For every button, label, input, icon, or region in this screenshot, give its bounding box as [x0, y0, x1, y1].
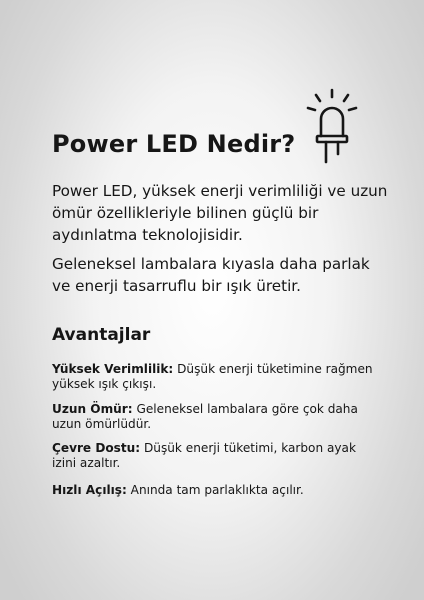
comparison-paragraph: Geleneksel lambalara kıyasla daha parlak ve enerji tasarruflu bir ışık üretir.: [52, 255, 370, 295]
advantage-item: [52, 483, 382, 498]
led-bulb-icon: [306, 88, 358, 164]
advantage-text: Anında tam parlaklıkta açılır.: [130, 483, 304, 497]
advantage-item: [52, 362, 382, 392]
advantage-text: Geleneksel lambalara göre çok daha uzun ömürlüdür.: [52, 402, 358, 431]
advantage-label: Çevre Dostu:: [52, 441, 141, 455]
advantage-label: Uzun Ömür:: [52, 402, 133, 416]
advantage-item: [52, 402, 382, 432]
intro-paragraph: Power LED, yüksek enerji verimliliği ve uzun ömür özellikleriyle bilinen güçlü bir aydınlatma teknolojisidir.: [52, 182, 388, 244]
advantage-text: Düşük enerji tüketimi, karbon ayak izini azaltır.: [52, 441, 356, 470]
advantage-label: Hızlı Açılış:: [52, 483, 127, 497]
advantages-heading: Avantajlar: [52, 325, 151, 345]
advantage-label: Yüksek Verimlilik:: [52, 362, 174, 376]
advantage-item: [52, 441, 382, 471]
advantage-text: Düşük enerji tüketimine rağmen yüksek ışık çıkışı.: [52, 362, 373, 391]
page-title: Power LED Nedir?: [52, 130, 296, 158]
